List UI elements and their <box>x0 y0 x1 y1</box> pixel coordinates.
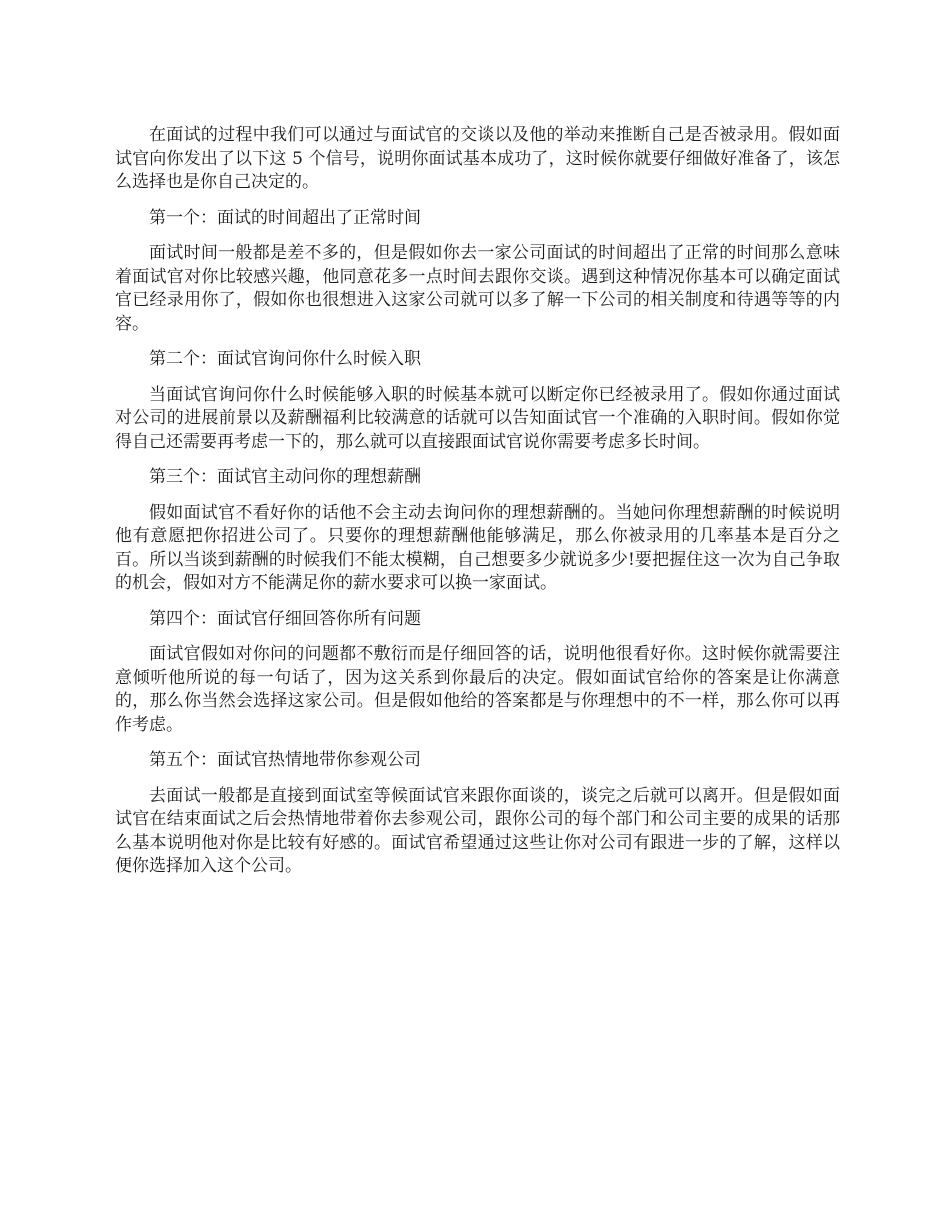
section-paragraph-3: 假如面试官不看好你的话他不会主动去询问你的理想薪酬的。当她问你理想薪酬的时候说明他有意愿把你招进公司了。只要你的理想薪酬他能够满足，那么你被录用的几率基本是百分之百。所以当谈到薪酬的时候我们不能太模糊，自己想要多少就说多少!要把握住这一次为自己争取的机会，假如对方不能满足你的薪水要求可以换一家面试。 <box>115 502 840 593</box>
section-heading-4: 第四个：面试官仔细回答你所有问题 <box>149 608 421 629</box>
section-heading-3: 第三个：面试官主动问你的理想薪酬 <box>149 467 421 487</box>
section-paragraph-2: 当面试官询问你什么时候能够入职的时候基本就可以断定你已经被录用了。假如你通过面试对公司的进展前景以及薪酬福利比较满意的话就可以告知面试官一个准确的入职时间。假如你觉得自己还需要再考虑一下的，那么就可以直接跟面试官说你需要考虑多长时间。 <box>115 384 840 452</box>
section-paragraph-5: 去面试一般都是直接到面试室等候面试官来跟你面谈的，谈完之后就可以离开。但是假如面试官在结束面试之后会热情地带着你去参观公司，跟你公司的每个部门和公司主要的成果的话那么基本说明他对你是比较有好感的。面试官希望通过这些让你对公司有跟进一步的了解，这样以便你选择加入这个公司。 <box>115 785 840 876</box>
section-paragraph-4: 面试官假如对你问的问题都不敷衍而是仔细回答的话，说明他很看好你。这时候你就需要注意倾听他所说的每一句话了，因为这关系到你最后的决定。假如面试官给你的答案是让你满意的，那么你当然会选择这家公司。但是假如他给的答案都是与你理想中的不一样，那么你可以再作考虑。 <box>115 644 840 735</box>
intro-paragraph: 在面试的过程中我们可以通过与面试官的交谈以及他的举动来推断自己是否被录用。假如面试官向你发出了以下这 5 个信号，说明你面试基本成功了，这时候你就要仔细做好准备了，该怎么选择也是你自己决定的。 <box>115 125 840 192</box>
document-body <box>115 124 840 891</box>
section-heading-5: 第五个：面试官热情地带你参观公司 <box>149 750 421 770</box>
section-heading-2: 第二个：面试官询问你什么时候入职 <box>149 349 421 369</box>
section-paragraph-1: 面试时间一般都是差不多的，但是假如你去一家公司面试的时间超出了正常的时间那么意味着面试官对你比较感兴趣，他同意花多一点时间去跟你交谈。遇到这种情况你基本可以确定面试官已经录用你了，假如你也很想进入这家公司就可以多了解一下公司的相关制度和待遇等等的内容。 <box>115 243 840 334</box>
section-heading-1: 第一个：面试的时间超出了正常时间 <box>149 207 421 228</box>
